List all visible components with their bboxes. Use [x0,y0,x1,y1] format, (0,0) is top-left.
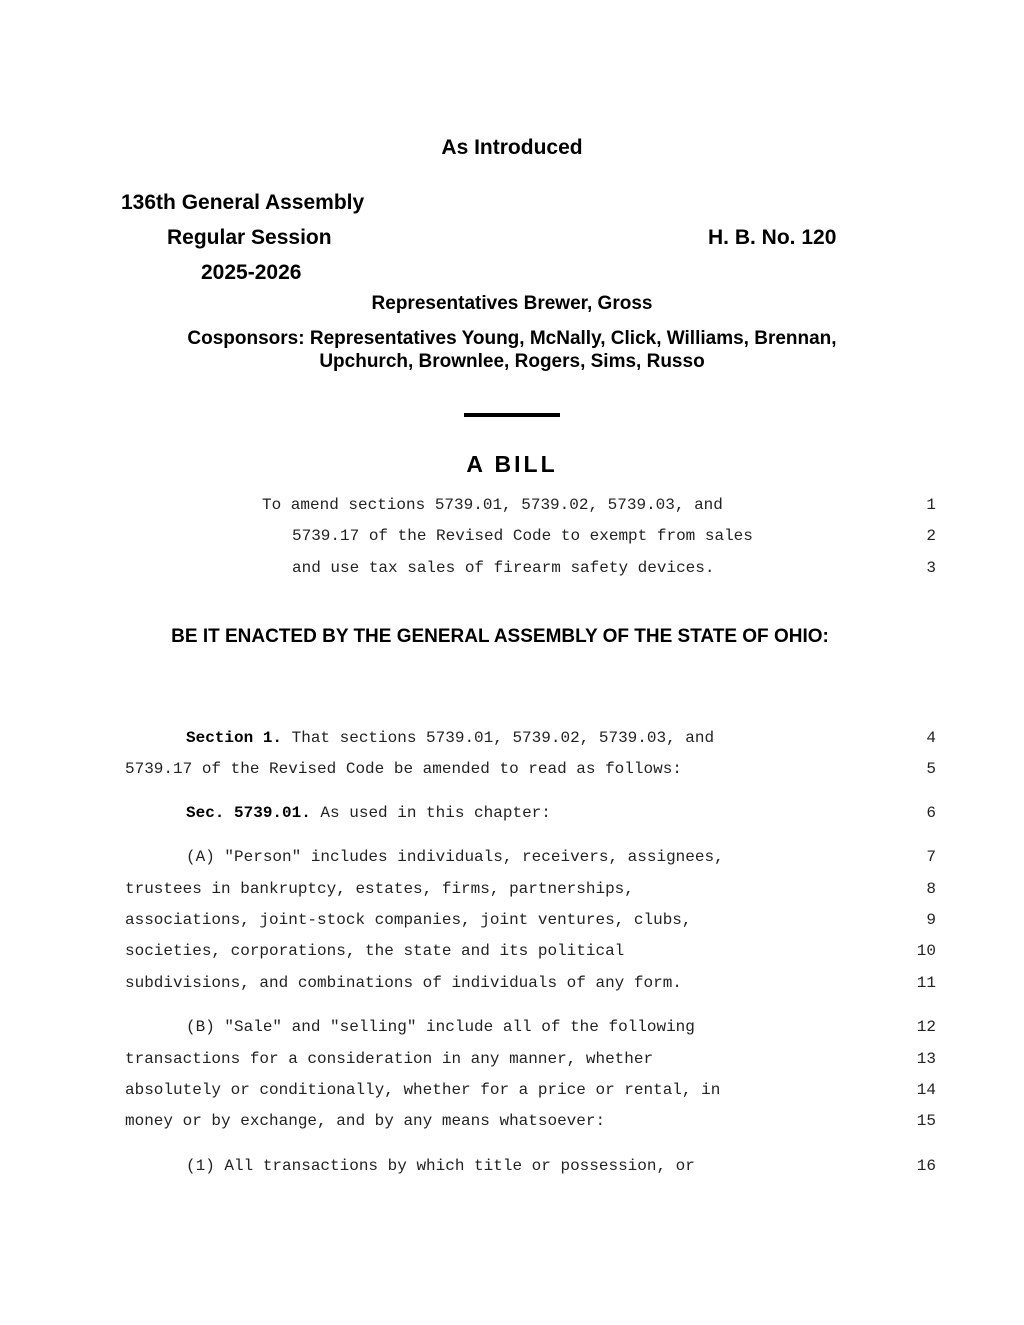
bill-heading: A BILL [466,451,558,477]
line-number: 10 [916,942,936,960]
para-a-line: trustees in bankruptcy, estates, firms, partnerships, [125,880,634,898]
line-number: 12 [916,1018,936,1036]
session-years: 2025-2026 [201,261,302,284]
line-number: 8 [926,880,936,898]
title-line: To amend sections 5739.01, 5739.02, 5739.03, and [262,496,723,514]
divider-rule [464,413,560,417]
enacting-clause: BE IT ENACTED BY THE GENERAL ASSEMBLY OF THE STATE OF OHIO: [171,626,829,647]
line-number: 4 [926,729,936,747]
line-number: 7 [926,848,936,866]
para-b-line: transactions for a consideration in any manner, whether [125,1050,654,1068]
line-number: 1 [926,496,936,514]
primary-sponsors: Representatives Brewer, Gross [371,293,653,314]
para-a-line: associations, joint-stock companies, joint ventures, clubs, [125,911,692,929]
line-number: 3 [926,559,936,577]
general-assembly: 136th General Assembly [121,191,365,214]
section-1-label: Section 1. [186,729,283,747]
line-number: 5 [926,760,936,778]
para-a-line: subdivisions, and combinations of individuals of any form. [125,974,682,992]
para-a-line: (A) "Person" includes individuals, receivers, assignees, [186,848,724,866]
para-a-line: societies, corporations, the state and its political [125,942,625,960]
para-b1-line: (1) All transactions by which title or possession, or [186,1157,695,1175]
line-number: 11 [916,974,936,992]
section-1-line: 5739.17 of the Revised Code be amended to read as follows: [125,760,682,778]
line-number: 14 [916,1081,936,1099]
sec-5739-01-line [186,804,551,822]
bill-number: H. B. No. 120 [708,226,837,249]
line-number: 16 [916,1157,936,1175]
title-line: 5739.17 of the Revised Code to exempt from sales [292,527,753,545]
para-b-line: (B) "Sale" and "selling" include all of the following [186,1018,695,1036]
cosponsors-line-2: Upchurch, Brownlee, Rogers, Sims, Russo [319,351,705,372]
sec-label: Sec. 5739.01. [186,804,311,822]
line-number: 15 [916,1112,936,1130]
line-number: 13 [916,1050,936,1068]
sec-text: As used in this chapter: [310,804,551,822]
section-1-text: That sections 5739.01, 5739.02, 5739.03, and [282,729,715,747]
session: Regular Session [167,226,332,249]
section-1-line [186,729,714,747]
cosponsors-line-1: Cosponsors: Representatives Young, McNally, Click, Williams, Brennan, [187,328,837,349]
line-number: 9 [926,911,936,929]
line-number: 2 [926,527,936,545]
title-line: and use tax sales of firearm safety devices. [292,559,715,577]
line-number: 6 [926,804,936,822]
para-b-line: absolutely or conditionally, whether for a price or rental, in [125,1081,721,1099]
bill-status: As Introduced [441,136,583,159]
para-b-line: money or by exchange, and by any means whatsoever: [125,1112,606,1130]
